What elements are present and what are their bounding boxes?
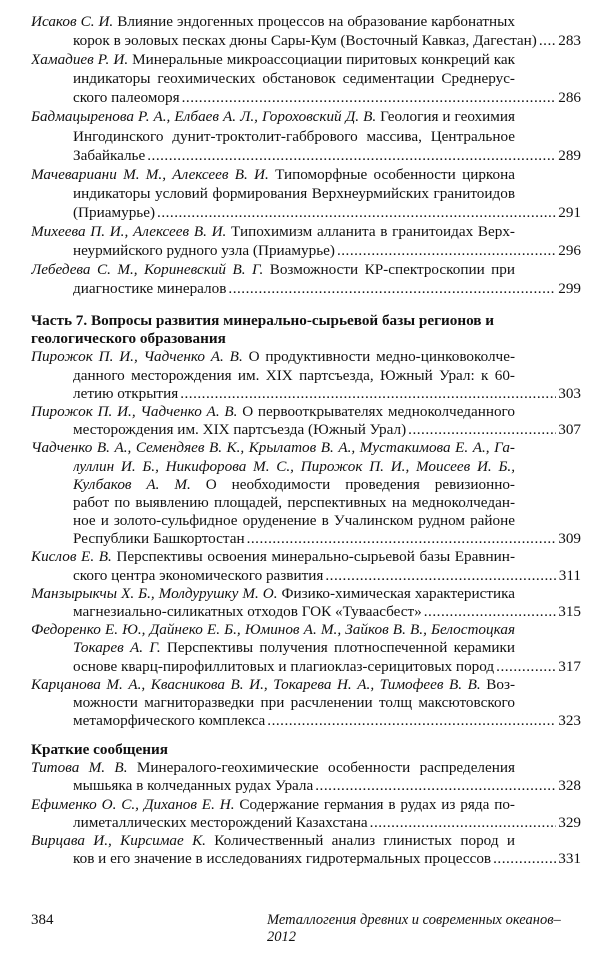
toc-entry-line [73,127,515,146]
toc-entry-line [31,796,515,814]
entry-page-number: 286 [558,89,581,107]
toc-section-short-reports [31,741,581,868]
entry-title: Количественный анализ глинистых пород и [214,831,515,849]
entry-authors: Пирожок П. И., Чадченко А. В. [31,348,243,366]
toc-entry[interactable] [31,676,581,731]
toc-entry-line [73,69,515,88]
entry-page-number: 307 [558,421,581,439]
toc-entry[interactable] [31,759,581,795]
toc-entry-line [31,165,515,184]
entry-title: Типохимизм алланита в гранитоидах Верх- [226,223,515,241]
toc-entry[interactable] [31,107,581,164]
running-title: Металлогения древних и современных океанов–2012 [267,912,561,945]
dot-leader [315,777,556,795]
entry-title: О продуктивности медно-цинковоколче- [242,348,515,366]
toc-entry-line [73,184,515,203]
entry-title: корок в эоловых песках дюны Сары-Кум (Восточный Кавказ, Дагестан) [73,32,537,50]
entry-text [73,279,226,298]
toc-entry-line [31,621,515,639]
dot-leader [180,385,556,403]
entry-page-number: 291 [558,203,581,221]
toc-entry-line [73,203,581,222]
entry-authors: Чадченко В. А., Семендяев В. К., Крылатов В. А., Мустакимова Е. А., Га- [31,439,515,457]
entry-text [73,658,494,676]
entry-title: работ по выявлению площадей, перспективных на медноколчедан- [73,493,515,511]
entry-text [73,530,245,548]
entry-title: Республики Башкортостан [73,530,245,548]
entry-title: летию открытия [73,384,179,402]
dot-leader [247,530,557,548]
entry-title: лиметаллических месторождений Казахстана [73,813,368,831]
entry-authors: Вирцава И., Кирсимае К. [31,831,206,849]
entry-text [73,203,155,222]
toc-entry-line [73,31,581,50]
entry-page-number: 303 [558,384,581,402]
dot-leader [539,31,556,50]
toc-entry-line [73,603,581,621]
entry-title: О первооткрывателях медноколчеданного [237,402,515,420]
entry-title: основе кварц-пирофиллитовых и плагиоклаз-серицитовых пород [73,657,495,675]
entry-title: метаморфического комплекса [73,712,266,730]
entry-text [73,712,265,730]
toc-entry-line [73,777,581,795]
toc-entry-line [73,567,581,585]
toc-entry[interactable] [31,796,581,832]
entry-title: ского палеоморя [73,89,180,107]
toc-entry[interactable] [31,222,581,260]
entry-title: Воз- [480,675,515,693]
toc-entry-line [73,421,581,439]
entry-authors: Федоренко Е. Ю., Дайнеко Е. Б., Юминов А. М., Зайков В. В., Белостоцкая [31,621,515,639]
toc-entry[interactable] [31,585,581,621]
entry-text [73,241,335,260]
entry-title: Возможности КР-спектроскопии при [263,261,515,279]
entry-authors: Кулбаков А. М. [73,475,191,493]
entry-authors: Мачевариани М. М., Алексеев В. И. [31,165,269,183]
toc-section-part-7 [31,312,581,730]
entry-text [73,567,323,585]
entry-page-number: 283 [558,32,581,50]
toc-entry[interactable] [31,439,581,548]
toc-entry[interactable] [31,260,581,298]
toc-entry-line [31,832,515,850]
entry-title: индикаторы условий формирования Верхнеурмийских гранитоидов [73,184,515,202]
entry-page-number: 323 [558,712,581,730]
entry-title: Забайкалье [73,146,146,164]
toc-entry-line [73,88,581,107]
toc-entry[interactable] [31,832,581,868]
dot-leader [182,88,557,107]
toc-entry[interactable] [31,50,581,107]
dot-leader [496,658,556,676]
dot-leader [408,421,556,439]
toc-entry-line [73,279,581,298]
toc-entry-line [73,814,581,832]
entry-page-number: 299 [558,280,581,298]
entry-page-number: 329 [558,813,581,831]
entry-authors: луллин И. Б., Никифорова М. С., Пирожок П. И., Моисеев И. Б., [73,457,515,475]
toc-entry[interactable] [31,621,581,676]
entry-page-number: 309 [558,530,581,548]
entry-title: магнезиально-силикатных отходов ГОК «Туваасбест» [73,603,422,620]
section-heading: Краткие сообщения [31,741,168,758]
toc-entry-line [31,348,515,366]
entry-authors: Манзырыкчы Х. Б., Молдурушку М. О. [31,584,278,602]
entry-title: мышьяка в колчеданных рудах Урала [73,777,314,795]
toc-entry-line [73,850,581,868]
entry-title: Физико-химическая характеристика [277,584,515,602]
entry-title: О необходимости проведения ревизионно- [205,475,515,493]
toc-entry-line [31,260,515,279]
entry-title: месторождения им. XIX партсъезда (Южный Урал) [73,421,407,439]
entry-page-number: 311 [558,566,581,584]
entry-title: Перспективы получения плотноспеченной керамики [166,639,515,657]
entry-page-number: 315 [558,603,581,620]
entry-text [73,31,537,50]
toc-entry-line [31,403,515,421]
entry-text [73,385,178,403]
dot-leader [267,712,556,730]
entry-title: Минеральные микроассоциации пиритовых конкреций как [128,51,515,69]
entry-title: ное и золото-сульфидное оруденение в Учалинском рудном районе [73,512,515,530]
entry-authors: Хамадиев Р. И. [31,51,129,69]
toc-entry-line [73,639,515,657]
entry-authors: Кислов Е. В. [31,548,112,566]
section-heading: геологического образования [31,330,226,348]
entry-page-number: 289 [558,146,581,164]
page-number: 384 [31,912,54,928]
toc-entry-line [31,222,515,241]
entry-title: Перспективы освоения минерально-сырьевой базы Еравнин- [111,548,515,566]
entry-text [73,777,313,795]
entry-authors: Пирожок П. И., Чадченко А. В. [31,402,238,420]
toc-entry[interactable] [31,348,581,403]
toc-entry-line [73,712,581,730]
entry-title: (Приамурье) [73,203,156,221]
dot-leader [325,567,556,585]
entry-title: Содержание германия в рудах из ряда по- [234,795,515,813]
entry-title: диагностике минералов [73,280,227,298]
entry-title: Ингодинского дунит-троктолит-габбрового массива, Центральное [73,127,515,145]
toc-entry-line [73,494,515,512]
entry-page-number: 317 [558,657,581,675]
toc-entry-line [31,759,515,777]
entry-title: Типоморфные особенности циркона [275,165,515,183]
toc-entry-line [73,458,515,476]
dot-leader [228,279,556,298]
toc-entry[interactable] [31,548,581,584]
entry-authors: Токарев А. Г. [73,639,161,657]
toc-entry-line [73,241,581,260]
toc-entry[interactable] [31,403,581,439]
entry-authors: Карцанова М. А., Квасникова В. И., Токарева Н. А., Тимофеев В. В. [31,675,481,693]
dot-leader [157,203,556,222]
toc-entry-line [73,694,515,712]
toc-entry-line [73,658,581,676]
toc-entry-line [73,367,515,385]
entry-title: Геология и геохимия [376,108,515,126]
entry-page-number: 296 [558,242,581,260]
dot-leader [147,146,556,165]
toc-entry-line [73,385,581,403]
toc-entry-line [73,530,581,548]
toc-entry-line [31,50,515,69]
entry-text [73,603,422,621]
entry-text [73,88,180,107]
toc-entry-line [31,439,515,457]
entry-title: индикаторы геохимических обстановок седиментации Среднерус- [73,70,515,88]
entry-authors: Бадмацыренова Р. А., Елбаев А. Л., Гороховский Д. В. [31,108,377,126]
entry-title: неурмийского рудного узла (Приамурье) [73,242,335,260]
entry-page-number: 328 [558,777,581,795]
entry-title: ского центра экономического развития [73,566,324,584]
toc-entry-line [73,476,515,494]
toc-entry[interactable] [31,165,581,222]
entry-text [73,146,145,165]
toc-entry-line [73,512,515,530]
entry-text [73,850,491,868]
entry-title: можности магниторазведки при расчленении толщ максютовского [73,693,515,711]
entry-text [73,814,368,832]
toc-entry-line [73,146,581,165]
entry-page-number: 331 [558,850,581,868]
entry-title: Минералого-геохимические особенности распределения [127,759,515,777]
entry-text [73,421,406,439]
dot-leader [337,241,556,260]
entry-title: ков и его значение в исследованиях гидротермальных процессов [73,850,492,868]
section-heading: Часть 7. Вопросы развития минерально-сырьевой базы регионов и [31,312,495,329]
entry-authors: Ефименко О. С., Диханов Е. Н. [31,795,235,813]
dot-leader [370,814,557,832]
entry-authors: Лебедева С. М., Кориневский В. Г. [31,261,264,279]
entry-authors: Исаков С. И. [31,13,114,30]
toc-entry-line [31,107,515,126]
toc-entry-line [31,548,515,566]
entry-title: данного месторождения им. XIX партсъезда, Южный Урал: к 60- [73,366,515,384]
toc-entry-line [31,585,515,603]
toc-entry[interactable] [31,12,581,50]
entry-title: Влияние эндогенных процессов на образование карбонатных [113,13,515,30]
entry-authors: Михеева П. И., Алексеев В. И. [31,223,227,241]
dot-leader [424,603,556,621]
toc-entry-line [31,676,515,694]
toc-section-1 [31,12,581,298]
toc-entry-line [31,12,515,31]
dot-leader [493,850,556,868]
entry-authors: Титова М. В. [31,759,128,777]
